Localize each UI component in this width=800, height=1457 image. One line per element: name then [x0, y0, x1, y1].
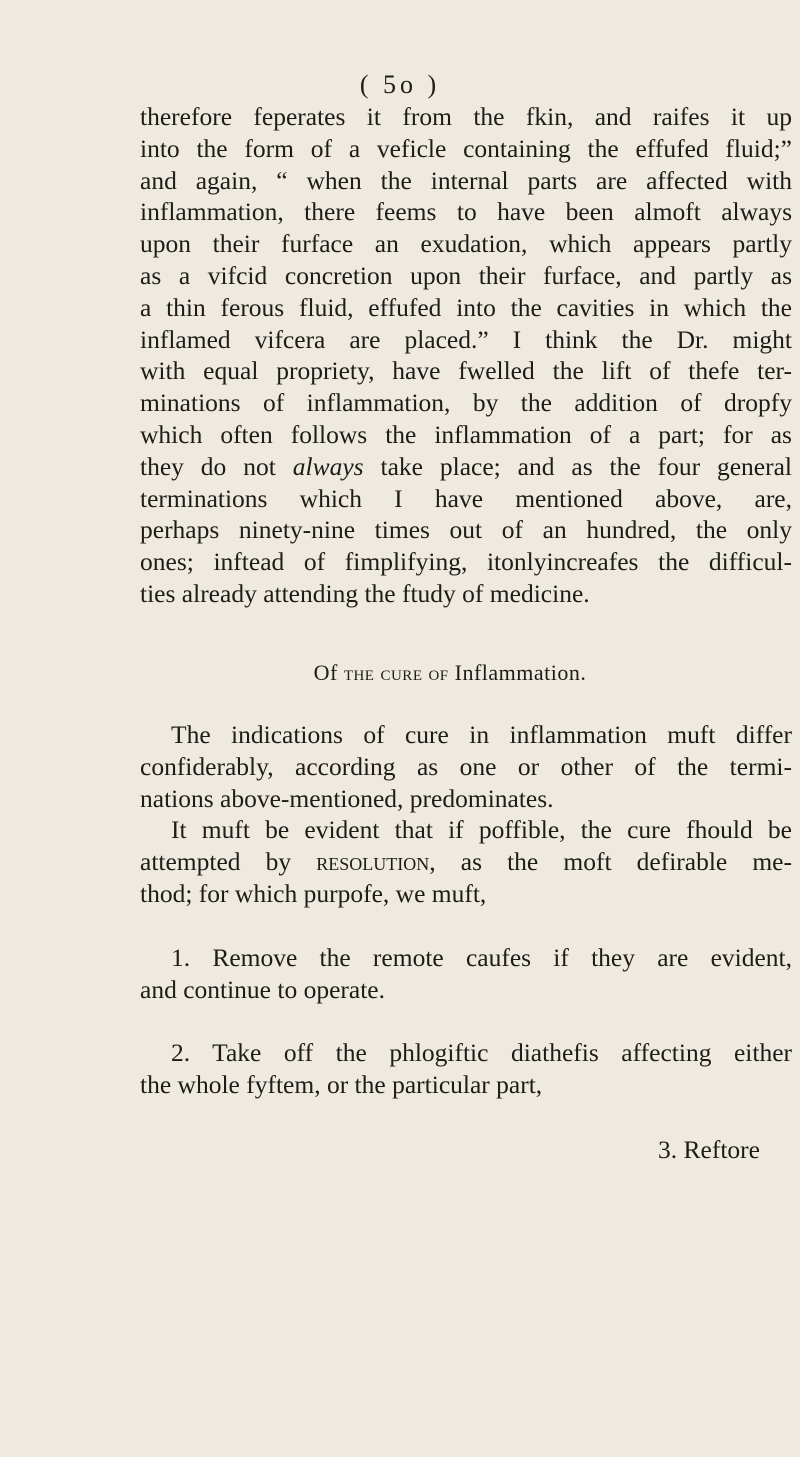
- text-line: with equal propriety, have fwelled the lift of thefe ter-: [140, 356, 792, 386]
- text-line: The indications of cure in inflammation muft differ: [171, 720, 792, 749]
- paragraph-2: [140, 719, 792, 814]
- text-line: confiderably, according as one or other of the termi-: [140, 751, 792, 781]
- text-line: 1. Remove the remote caufes if they are evident,: [171, 943, 792, 972]
- text-line-with-smallcaps: [140, 846, 792, 878]
- text-line: therefore feperates it from the fkin, and raifes it up: [140, 102, 792, 131]
- heading-word: Of: [313, 660, 338, 685]
- paragraph-3: [140, 814, 792, 909]
- text-line: ones; inftead of fimplifying, itonlyincreafes the difficul-: [140, 547, 792, 577]
- text-segment: they do not: [140, 451, 276, 481]
- text-line: thod; for which purpofe, we muft,: [140, 878, 487, 908]
- text-segment: take place; and as the four general: [380, 451, 793, 481]
- text-line: perhaps ninety-nine times out of an hundred, the only: [140, 515, 792, 545]
- text-line: and again, “ when the internal parts are affected with: [140, 165, 792, 195]
- text-segment: attempted by: [140, 846, 292, 876]
- text-line: inflammation, there feems to have been almoft always: [140, 197, 792, 227]
- text-line: minations of inflammation, by the addition of dropfy: [140, 388, 792, 418]
- text-line: It muft be evident that if poffible, the cure fhould be: [171, 815, 792, 844]
- paragraph-5: [140, 1037, 792, 1101]
- page-number: ( 5o ): [359, 70, 441, 99]
- text-line: and continue to operate.: [140, 974, 385, 1004]
- section-heading: [170, 660, 730, 686]
- text-line: nations above-mentioned, predominates.: [140, 783, 554, 813]
- text-line: the whole fyftem, or the particular part,: [140, 1069, 543, 1099]
- text-line: into the form of a veficle containing the effufed fluid;”: [140, 133, 792, 163]
- text-line: 2. Take off the phlogiftic diathefis affecting either: [171, 1038, 792, 1067]
- text-line: terminations which I have mentioned above, are,: [140, 483, 792, 513]
- paragraph-1: [140, 101, 792, 610]
- smallcaps-word: resolution,: [316, 846, 436, 876]
- catchword: 3. Reftore: [658, 1135, 760, 1164]
- text-line: a thin ferous fluid, effufed into the cavities in which the: [140, 292, 792, 322]
- paragraph-4: [140, 942, 792, 1006]
- heading-word: the cure of: [343, 660, 449, 685]
- heading-word: Inflammation.: [454, 660, 587, 685]
- text-line: which often follows the inflammation of a part; for as: [140, 419, 792, 449]
- text-line: as a vifcid concretion upon their furface, and partly as: [140, 260, 792, 290]
- text-line-with-italic: [140, 451, 792, 483]
- text-line: ties already attending the ftudy of medicine.: [140, 578, 590, 608]
- italic-word: always: [292, 451, 364, 481]
- text-line: inflamed vifcera are placed.” I think the Dr. might: [140, 324, 792, 354]
- text-line: upon their furface an exudation, which appears partly: [140, 229, 792, 259]
- text-segment: as the moft defirable me-: [460, 846, 792, 876]
